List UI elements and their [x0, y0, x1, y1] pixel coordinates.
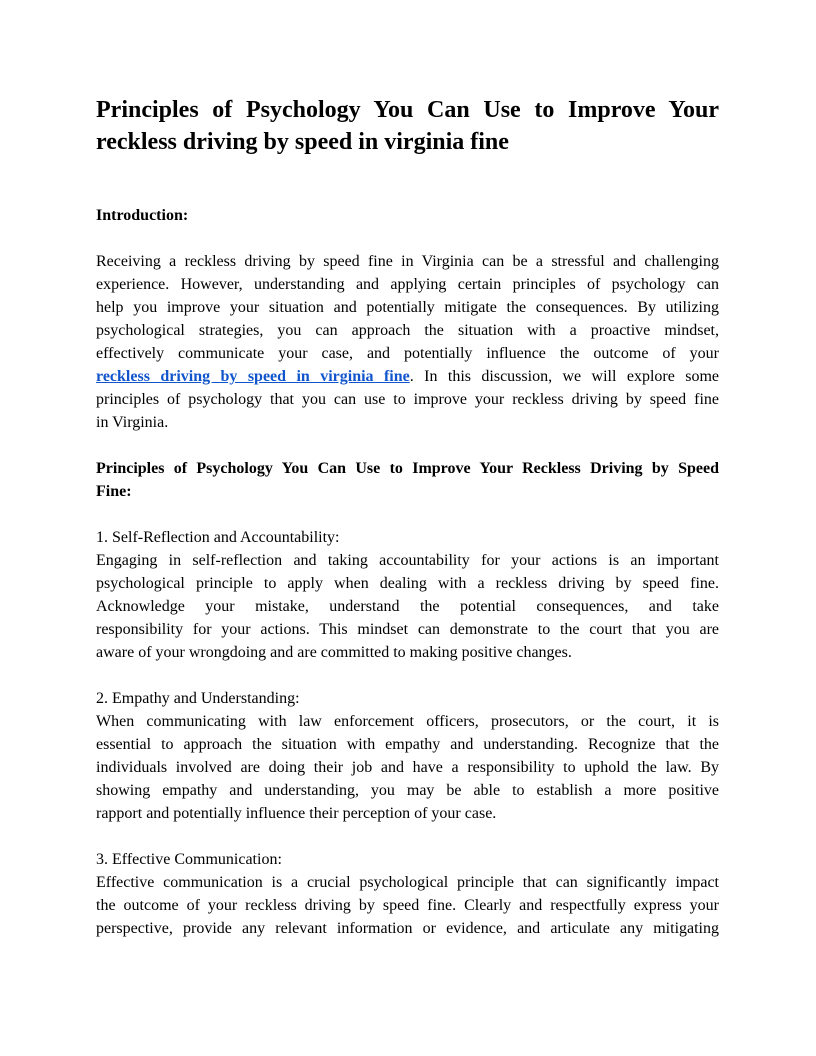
- principle-line: individuals involved are doing their job and have a responsibility to uphold the law. By: [96, 759, 719, 776]
- principle-body: [96, 710, 719, 825]
- introduction-heading: Introduction:: [96, 207, 189, 224]
- intro-line: psychological strategies, you can approach the situation with a proactive mindset,: [96, 322, 719, 339]
- document-page: [96, 94, 719, 940]
- reckless-driving-link[interactable]: reckless driving by speed in virginia fine: [96, 368, 410, 385]
- intro-link-line: [96, 365, 719, 388]
- principle-heading: 1. Self-Reflection and Accountability:: [96, 529, 340, 546]
- principle-line: essential to approach the situation with empathy and understanding. Recognize that the: [96, 736, 719, 753]
- principle-body: [96, 871, 719, 940]
- principle-line: rapport and potentially influence their perception of your case.: [96, 805, 497, 822]
- intro-line: effectively communicate your case, and potentially influence the outcome of your: [96, 345, 719, 362]
- document-title: [96, 94, 719, 158]
- intro-line: experience. However, understanding and applying certain principles of psychology can: [96, 276, 719, 293]
- intro-line: help you improve your situation and potentially mitigate the consequences. By utilizing: [96, 299, 719, 316]
- principle-line: responsibility for your actions. This mindset can demonstrate to the court that you are: [96, 621, 719, 638]
- intro-line: in Virginia.: [96, 414, 169, 431]
- intro-line: Receiving a reckless driving by speed fine in Virginia can be a stressful and challenging: [96, 253, 719, 270]
- intro-line: principles of psychology that you can use to improve your reckless driving by speed fine: [96, 391, 719, 408]
- section-heading-line-2: Fine:: [96, 483, 132, 500]
- intro-after-link: . In this discussion, we will explore some: [409, 368, 720, 385]
- principle-line: psychological principle to apply when dealing with a reckless driving by speed fine.: [96, 575, 719, 592]
- principle-line: aware of your wrongdoing and are committed to making positive changes.: [96, 644, 572, 661]
- principle-line: the outcome of your reckless driving by speed fine. Clearly and respectfully express your: [96, 897, 719, 914]
- principle-line: showing empathy and understanding, you may be able to establish a more positive: [96, 782, 719, 799]
- principle-line: perspective, provide any relevant information or evidence, and articulate any mitigating: [96, 920, 719, 937]
- title-line-1: Principles of Psychology You Can Use to Improve Your: [96, 97, 719, 123]
- principle-body: [96, 549, 719, 664]
- principle-item-3: [96, 848, 719, 940]
- principle-heading: 3. Effective Communication:: [96, 851, 282, 868]
- principle-line: Acknowledge your mistake, understand the potential consequences, and take: [96, 598, 719, 615]
- title-line-2: reckless driving by speed in virginia fine: [96, 129, 509, 155]
- section-heading-line-1: Principles of Psychology You Can Use to Improve Your Reckless Driving by Speed: [96, 460, 719, 477]
- principle-item-1: [96, 526, 719, 664]
- principle-line: Engaging in self-reflection and taking accountability for your actions is an important: [96, 552, 719, 569]
- principle-heading: 2. Empathy and Understanding:: [96, 690, 300, 707]
- principle-item-2: [96, 687, 719, 825]
- principles-section-heading: [96, 457, 719, 503]
- principle-line: Effective communication is a crucial psychological principle that can significantly impact: [96, 874, 719, 891]
- principle-line: When communicating with law enforcement officers, prosecutors, or the court, it is: [96, 713, 719, 730]
- introduction-paragraph: [96, 250, 719, 434]
